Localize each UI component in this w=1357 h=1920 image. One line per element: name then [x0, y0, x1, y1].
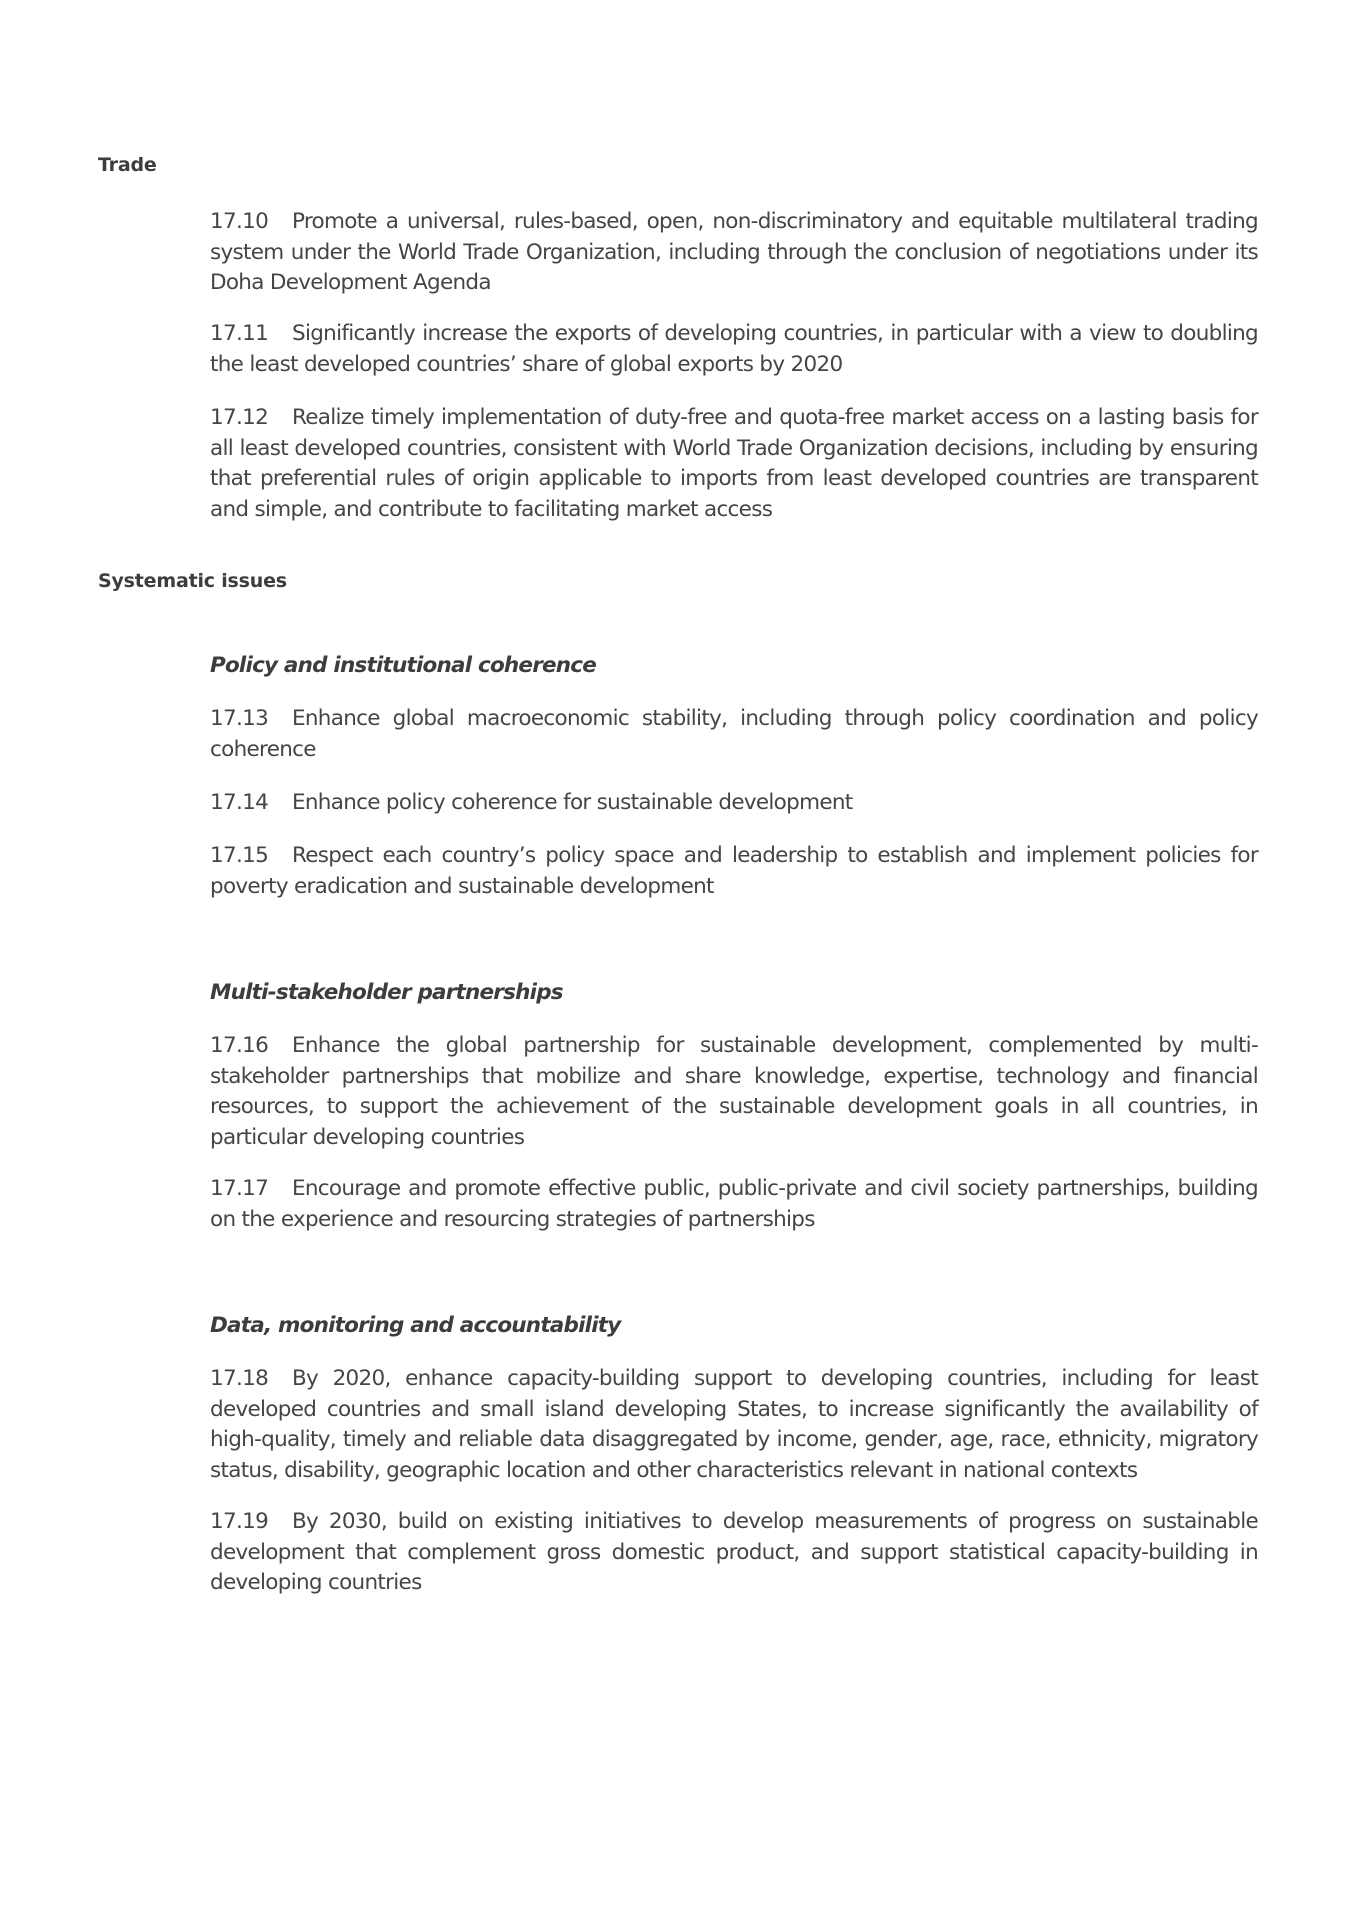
target-text: Promote a universal, rules-based, open, non-discriminatory and equitable multilateral trading system under the World Trade Organization, including through the conclusion of negotiations under its Doha Development Agenda: [210, 209, 1258, 295]
target-number: 17.13: [210, 706, 269, 731]
section-heading-systematic-issues: Systematic issues: [98, 570, 287, 592]
target-text: Respect each country’s policy space and leadership to establish and implement policies for poverty eradication and sustainable development: [210, 843, 1258, 899]
target-17-19: [210, 1507, 1258, 1599]
target-17-17: [210, 1174, 1258, 1235]
target-number: 17.10: [210, 209, 269, 234]
subheading-policy-coherence: Policy and institutional coherence: [210, 653, 597, 678]
target-17-14: [210, 788, 1258, 819]
target-17-12: [210, 403, 1258, 525]
target-number: 17.19: [210, 1509, 269, 1534]
target-17-16: [210, 1031, 1258, 1153]
target-text: By 2020, enhance capacity-building support to developing countries, including for least developed countries and small island developing States, to increase significantly the availability of high-quality, timely and reliable data disaggregated by income, gender, age, race, ethnicity, migratory status, disability, geographic location and other characteristics relevant in national contexts: [210, 1366, 1258, 1483]
target-17-18: [210, 1364, 1258, 1486]
target-text: Enhance policy coherence for sustainable development: [292, 790, 853, 815]
target-number: 17.11: [210, 321, 269, 346]
target-number: 17.15: [210, 843, 269, 868]
subheading-data-monitoring: Data, monitoring and accountability: [210, 1313, 621, 1338]
target-17-11: [210, 319, 1258, 380]
subheading-multi-stakeholder: Multi-stakeholder partnerships: [210, 980, 563, 1005]
target-number: 17.12: [210, 405, 269, 430]
target-number: 17.16: [210, 1033, 269, 1058]
target-text: By 2030, build on existing initiatives to develop measurements of progress on sustainable development that complement gross domestic product, and support statistical capacity-building in developing countries: [210, 1509, 1258, 1595]
target-17-13: [210, 704, 1258, 765]
target-17-10: [210, 207, 1258, 299]
target-text: Realize timely implementation of duty-free and quota-free market access on a lasting basis for all least developed countries, consistent with World Trade Organization decisions, including by ensuring that preferential rules of origin applicable to imports from least developed countries are transparent and simple, and contribute to facilitating market access: [210, 405, 1258, 522]
target-number: 17.14: [210, 790, 269, 815]
target-text: Significantly increase the exports of developing countries, in particular with a view to doubling the least developed countries’ share of global exports by 2020: [210, 321, 1258, 377]
target-17-15: [210, 841, 1258, 902]
target-text: Encourage and promote effective public, public-private and civil society partnerships, building on the experience and resourcing strategies of partnerships: [210, 1176, 1258, 1232]
target-text: Enhance the global partnership for sustainable development, complemented by multi-stakeholder partnerships that mobilize and share knowledge, expertise, technology and financial resources, to support the achievement of the sustainable development goals in all countries, in particular developing countries: [210, 1033, 1258, 1150]
target-number: 17.17: [210, 1176, 269, 1201]
section-heading-trade: Trade: [98, 154, 157, 176]
target-text: Enhance global macroeconomic stability, including through policy coordination and policy coherence: [210, 706, 1258, 762]
target-number: 17.18: [210, 1366, 269, 1391]
